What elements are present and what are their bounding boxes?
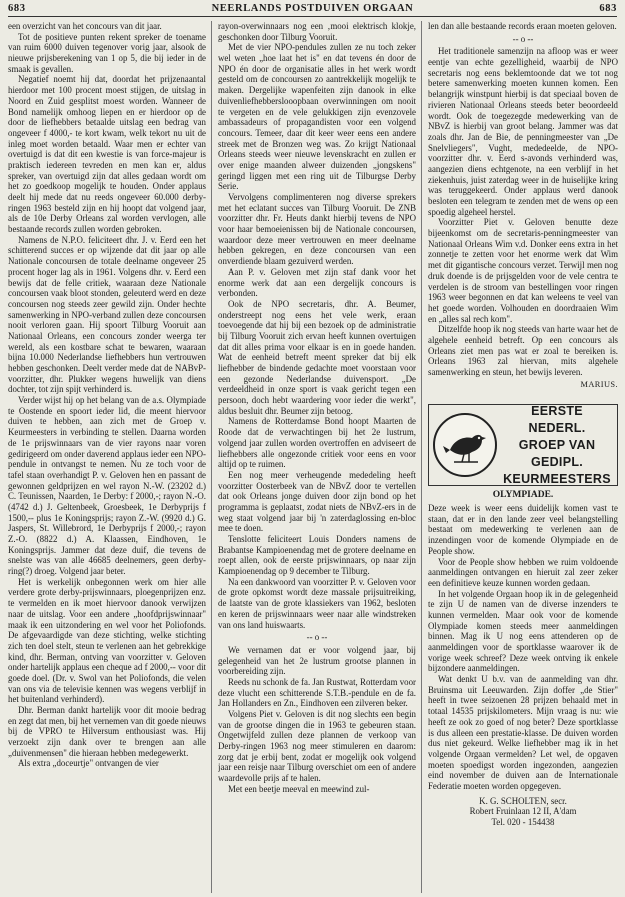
contact-line: K. G. SCHOLTEN, secr. [479,795,567,806]
column-1 [8,21,206,893]
paragraph: Als extra „doceurtje" ontvangen de vier [18,758,159,769]
page-number-right: 683 [599,2,617,14]
contact-line: Robert Fruinlaan 12 II, A'dam [469,806,577,817]
paragraph: Tenslotte feliciteert Louis Donders namens de Brabantse Kampioenendag met de grotere deelname en roept allen, ook de eerste prijswinnaars, op naar zijn Kampioenendag op 9 december te Tilburg. [218,534,416,577]
paragraph: Ditzelfde hoop ik nog steeds van harte waar het de algehele eenheid betreft. Op een concours als Orleans ziet men pas wat er zoal te bereiken is. Orleans 1963 zal hiervan, mits algehele samenwerking en steun, het bewijs leveren. [428,324,618,377]
paragraph: een overzicht van het concours van dit jaar. [8,21,162,31]
page-header [8,0,617,17]
contact-line: Tel. 020 - 154438 [491,816,555,827]
paragraph: Deze week is weer eens duidelijk komen vast te staan, dat er in den lande zeer veel belangstelling bestaat om medewerking te verlenen aan de inzendingen voor de komende Olympiade en de People show. [428,503,618,556]
paragraph: Een nog meer verheugende mededeling heeft voorzitter Oosterbeek van de NBvZ door te vertellen dat ook Orleans jonge duiven door zijn bond op het programma is geplaatst, zodat niets de NBvZ-ers in de weg staat volgend jaar bij 'n zaterdaglossing en-bloc mee te doen. [218,469,416,534]
banner-title [501,403,613,488]
column-divider [211,21,212,893]
column-2 [218,21,416,893]
contact-block [428,796,618,828]
paragraph: Volgens Piet v. Geloven is dit nog slechts een begin van de grootse dingen die in 1963 te gebeuren staan. Ongetwijfeld zullen deze plannen de verkoop van Derby-ringen 1963 nog meer stimuleren en daarom: zorg dat je erbij bent, zodat er mogelijk ook volgend jaar een reisje naar Tilburg overschiet om een of andere waardevolle prijs af te halen. [218,709,416,784]
section-separator: -- o -- [306,632,328,643]
paragraph: Namens de Rotterdamse Bond hoopt Maarten de Roode dat de verwachtingen bij het 2e lustrum, volgend jaar zullen worden overtroffen en adviseert de liefhebbers alle ongezonde critiek voor eens en voor altijd op te ruimen. [218,416,416,470]
paragraph: Het traditionele samenzijn na afloop was er weer eentje van echte gezelligheid, waarbij de NPO secretaris nog eens beklemtoonde dat we tot nog betere samenwerking moeten kunnen komen. Een belangrijk winstpunt hierbij is dat speciaal boven de rivieren Nationaal Orleans steeds beter beoordeeld wordt. Ook de toegezegde medewerking van de NBvZ is hierbij van groot belang. Jammer was dat zoals dhr. Jan de Bie, de penningmeester van „De Snelvliegers", Vught, mededeelde, de NPO-voorzitter dhr. v. Eerd s-avonds verhinderd was, aangezien diens echtgenote, na een verblijf in het ziekenhuis, juist zaterdag weer in de huiselijke kring was teruggekeerd. Onder applaus werd danook besloten een telegram te zenden met de wens op een spoedig algeheel herstel. [428,46,618,217]
paragraph: Dhr. Berman dankt hartelijk voor dit mooie bedrag en zegt dat men, bij het vernemen van dit goede nieuws bij de VPRO te Hilversum enthousiast was. Hij verzoekt zijn dank over te brengen aan alle „duivenmensen" die hieraan hebben medegewerkt. [8,705,206,758]
keurmeesters-banner [428,404,618,486]
banner-line: GEDIPL. KEURMEESTERS [503,454,611,486]
paragraph: Reeds nu schonk de fa. Jan Rustwat, Rotterdam voor deze vlucht een schitterende S.T.B.-pendule en de fa. Jan Hollanders en Zn., Eindhoven een zilveren beker. [218,676,416,709]
banner-line: EERSTE NEDERL. [528,403,586,435]
paragraph: Voor de People show hebben we ruim voldoende aanmeldingen ontvangen en hieruit zal zeer zeker een definitieve keuze kunnen worden gedaan. [428,556,618,588]
paragraph: Met een beetje meeval en meewind zul- [228,783,370,794]
paragraph: Na een dankwoord van voorzitter P. v. Geloven voor de grote opkomst wordt deze massale prijsuitreiking, de laatste van de grote klassiekers van 1962, besloten en keren de prijswinnaars weer naar alle windstreken van ons land huiswaarts. [218,576,416,630]
section-heading: OLYMPIADE. [492,490,554,501]
paragraph: We vernamen dat er voor volgend jaar, bij gelegenheid van het 2e lustrum grootse plannen in voorbereiding zijn. [218,644,416,677]
paragraph: Aan P. v. Geloven met zijn staf dank voor het enorme werk dat aan een dergelijk concours is verbonden. [218,266,416,299]
publication-title: NEERLANDS POSTDUIVEN ORGAAN [211,2,414,14]
pigeon-icon [433,413,497,477]
paragraph: Tot de positieve punten rekent spreker de toename van ruim 6000 duiven tegenover vorig jaar, alsook de nieuwe prijsberekening van 1 op 5, die bij ieder in de smaak is gevallen. [8,31,206,74]
banner-line: GROEP VAN [518,437,596,452]
paragraph: Negatief noemt hij dat, doordat het prijzenaantal hierdoor met 100 procent moest stijgen, de uitslag in Noord en Zuid gesplitst moest worden. Wanneer de Bond namelijk omhoog liepen en er hierdoor op de door de liefhebbers betaalde uitslag een bedrag van ongeveer f 4000,- te kort kwam, welk tekort nu uit de inleg moet worden betaald. Waar men er echter van overtuigd is dat dit een kwestie is van force-majeur is praktisch iedereen tevreden en men kan er, aldus spreker, van overtuigd zijn dat alles gedaan wordt om het zo goedkoop mogelijk te houden. Onder applaus deelt hij mede dat nu reeds ongeveer 60.000 derby-ringen 1963 besteld zijn en hij hoopt dat volgend jaar, als de 10e Derby Orleans zal worden vervlogen, alle bestaande records zullen worden gebroken. [8,74,206,235]
paragraph: Wat denkt U b.v. van de aanmelding van dhr. Bruinsma uit Leeuwarden. Zijn doffer „de Stier" heeft in twee seizoenen 28 prijzen behaald met in totaal 14535 prijskilometers. Mijn vraag is nu: wie heeft ze ook zo goed of nog beter? Deze sportklasse is dus alleen een prestatie-klasse. De duiven worden dus niet gekeurd. Welke liefhebber mag ik in het volgende Orgaan vermelden? Let wel, de opgaven moeten spoedigst worden ingezonden, aangezien eind november de duiven aan de Internationale Federatie moeten worden opgegeven. [428,674,618,791]
paragraph: len dan alle bestaande records eraan moeten geloven. [428,21,617,31]
paragraph: Vervolgens complimenteren nog diverse sprekers met het eclatant succes van Tilburg Vooruit. De ZNB voorzitter dhr. Fr. Heuts dankt hierbij tevens de NPO voor haar bemoeienissen bij de Nationale concoursen, waardoor deze meer vertrouwen en meer deelname hebben gekregen, en deze concoursen van een onverdiende blaam gezuiverd werden. [218,192,416,267]
column-divider [421,21,422,893]
paragraph: Ook de NPO secretaris, dhr. A. Beumer, onderstreept nog eens het vele werk, eraan toevoegende dat hij bij een bezoek op de administratie bij Tilburg Vooruit zich ervan heeft kunnen overtuigen dat dit alles prima voor elkaar is en in goede handen. Wat de eenheid betreft meent spreker dat bij elk liefhebber de bindende gedachte moet voorstaan voor een gezonde Nederlandse duivensport. „De verdeeldheid in onze sport is vaak gericht tegen een persoon, doch hebt waardering voor ieder die werkt", aldus besluit dhr. Beumer zijn betoog. [218,298,416,416]
paragraph: Namens de N.P.O. feliciteert dhr. J. v. Eerd een het schitterend succes er op wijzende dat dit jaar op alle Nationale concoursen de totale deelname ongeveer 25 procent hoger lag als in 1961. Volgens dhr. v. Eerd een bewijs dat de felle critiek, waaraan deze Nationale concoursen vaak bloot stonden, geleuterd werd en deze concoursen nog steeds zeer gewild zijn. Onder hechte samenwerking in NPO-verband zullen deze concoursen nooit verloren gaan. Hij spoort Tilburg Vooruit aan Nationaal Orleans, een concours zonder weerga ter wereld, als een kostbare schat te bewaren, waaraan bijna 10.000 Nederlandse liefhebbers hun vertrouwen hebben geschonken. Deelt verder mede dat de NABvP-voorzitter, dhr. Plukker wegens huwelijk van diens dochter, tot zijn spijt verhinderd is. [8,234,206,395]
paragraph: In het volgende Orgaan hoop ik in de gelegenheid te zijn U de namen van de diverse inzenders te kunnen vermelden. Maar ook voor de komende Olympiade komen steeds meer aanmeldingen binnen. Mag ik U nog eens attenderen op de aanmeldingen voor de sportklasse waarover ik de vorige week schreef? Deze week ontving ik enkele bijzondere aanmeldingen. [428,588,618,674]
section-separator: -- o -- [512,33,534,44]
author-signature: MARIUS. [580,379,618,389]
paragraph: Het is werkelijk onbegonnen werk om hier alle verdere grote derby-prijswinnaars, ploegenprijzen enz. te vermelden en ik moet hiervoor danook verwijzen naar de uitslag. Voor een andere „hoofdprijswinnaar" maak ik een uitzondering en wel voor het Poliofonds. De afgevaardigde van deze stichting, welke stichting zich ten doel stelt, steun te verlenen aan het gebrekkige kind, dhr. Berman, ontving van voorzitter v. Geloven onder hartelijk applaus een cheque ad f 2000,-- voor dit goede doel. (Dr. v. Swol van het Poliofonds, die velen van ons via de televisie kennen was wegens verblijf in het buitenland verhinderd). [8,576,206,705]
paragraph: Voorzitter Piet v. Geloven benutte deze bijeenkomst om de secretaris-penningmeester van Nationaal Orleans Wim v.d. Donker eens extra in het zonnetje te zetten voor het enorme werk dat Wim met dit gigantische concours verzet. Terwijl men nog druk doende is de prijsgelden voor de vele centra te verdelen is de stroom van bestellingen voor ringen 1963 weer begonnen en dat kan weleens te veel van het goede worden. Volhouden en doordraaien Wim en „alles sal rech kom". [428,217,618,324]
paragraph: Met de vier NPO-pendules zullen ze nu toch zeker wel weten „hoe laat het is" en dat tevens én door de NPO én door de organisatie alles in het werk wordt gesteld om de concoursen zo aantrekkelijk mogelijk te maken. Dergelijke wapenfeiten zijn danook in elke duivenliefhebberslooopbaan overwinningen om nooit te vergeten en de vele gelukkigen zijn evenzovele ambassadeurs of propagandisten voor een volgend concours. Temeer, daar dit keer weer eens een andere streek met de Bronzen weg was. Zo krijgt Nationaal Orleans steeds weer nieuwe levenskracht en zullen er over enige maanden alweer duizenden „jongskens" geringd liggen met een ring uit de Tilburgse Derby Serie. [218,42,416,192]
page-number-left: 683 [8,2,26,14]
paragraph: rayon-overwinnaars nog een ‚mooi elektrisch klokje, geschonken door Tilburg Vooruit. [218,21,416,42]
column-3 [428,21,618,893]
paragraph: Verder wijst hij op het belang van de a.s. Olympiade te Oostende en spoort ieder lid, die meent hiervoor duiven te hebben, aan zich met de Groep v. Keurmeesters in verbinding te stellen. Daarna worden de 1e prijswinnaars van de vier rayons naar voren gedirigeerd om onder daverend applaus ieder een NPO-pendule in ontvangst te nemen. Nu ze toch voor de tafel staan overhandigt P. v. Geloven hen en passant de gewonnen geldprijzen en wel rayon N.-W. (23202 d.) C. Teunissen, Naarden, 1e Derby: f 2000,-; rayon N.-O. (4742 d.) J. Geltenbeek, Groesbeek, 1e Derbyprijs f 1500,-- plus 1e Koningsprijs; rayon Z.-W. (9920 d.) G. Jaspers, St. Willebrord, 1e Derbyprijs f 2000,-; rayon Z.-O. (8822 d.) A. Klaassen, Eindhoven, 1e Koningsprijs. Jammer dat deze duif, die tevens de snelste was van alle 46685 deelnemers, geen derby-ring(?) droeg. Volgend jaar beter. [8,395,206,577]
